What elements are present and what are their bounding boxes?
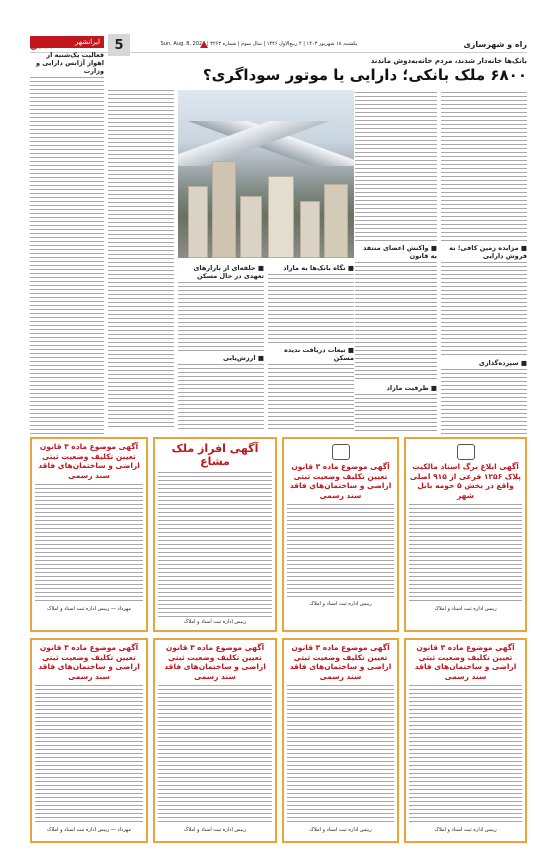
sidebar-tag: ایرانشهر — [30, 36, 104, 48]
ad-body — [35, 685, 143, 825]
ad-body — [409, 504, 522, 604]
body-text — [355, 92, 437, 242]
ad-body — [35, 484, 143, 604]
subhead: ■ حلقه‌ای از بازارهای تعهدی در حال مسکن — [193, 264, 264, 280]
subhead: ■ واکنش اعضای منتقد به قانون — [362, 244, 437, 260]
sidebar-column — [30, 36, 104, 431]
body-text — [268, 364, 354, 429]
ad-body — [287, 685, 394, 825]
body-text — [355, 262, 437, 382]
ad-title: آگهی موضوع ماده ۳ قانون تعیین تکلیف وضعیت ثبتی اراضی و ساختمان‌های فاقد سند رسمی — [414, 643, 517, 681]
body-text — [268, 274, 354, 344]
ad-body — [287, 504, 394, 599]
body-text — [441, 92, 527, 242]
photo-building — [268, 176, 294, 258]
subhead: ■ سپرده‌گذاری — [478, 359, 527, 367]
body-text — [441, 262, 527, 357]
article-kicker: بانک‌ها خانه‌دار شدند، مردم خانه‌به‌دوش ماندند — [370, 57, 527, 65]
photo-building — [240, 196, 262, 258]
ad-footer: رییس اداره ثبت اسناد و املاک — [309, 601, 372, 607]
body-text — [178, 282, 264, 352]
body-text — [178, 364, 264, 429]
legal-ad — [153, 638, 277, 843]
article-column-2 — [355, 92, 437, 434]
section-title: راه و شهرسازی — [463, 39, 527, 49]
ad-title: آگهی افراز ملک مشاع — [171, 442, 259, 468]
ad-title: آگهی موضوع ماده ۳ قانون تعیین تکلیف وضعیت ثبتی اراضی و ساختمان‌های فاقد سند رسمی — [38, 643, 140, 681]
subhead: ■ ظرفیت مازاد — [386, 384, 437, 392]
subhead: ■ نگاه بانک‌ها به مازاد — [283, 264, 354, 272]
article-column — [178, 262, 264, 429]
ad-footer: مهرداد — رییس اداره ثبت اسناد و املاک — [46, 606, 132, 612]
page-number: 5 — [108, 34, 130, 56]
photo-building — [188, 186, 208, 258]
photo-building — [324, 184, 348, 258]
ad-title: آگهی موضوع ماده ۳ قانون تعیین تکلیف وضعیت ثبتی اراضی و ساختمان‌های فاقد سند رسمی — [38, 442, 140, 480]
photo-mountains — [178, 121, 354, 166]
ad-body — [409, 685, 522, 825]
sidebar-body — [30, 77, 104, 437]
ad-footer: رییس اداره ثبت اسناد و املاک — [309, 827, 372, 833]
article-lower-block — [178, 262, 354, 429]
article-column-1 — [441, 92, 527, 439]
legal-ad — [30, 437, 148, 632]
subhead: ■ مزایده زمین کافی؛ نه فروش دارایی — [449, 244, 527, 260]
photo-building — [212, 161, 236, 258]
ad-title: آگهی ابلاغ برگ اسناد مالکیت پلاک ۱۲۵۶ فرعی از ۹۱۵ اصلی واقع در بخش ۵ حومه بابل شهر — [410, 462, 521, 500]
date-line: یکشنبه ۱۸ شهریور ۱۴۰۳ | ۴ ربیع‌الاول ۱۴۴۶ | سال سوم | شماره ۳۲۶۳ | Sun. Aug. 8, 2024 — [160, 41, 358, 47]
article-column-left — [108, 90, 174, 430]
article-column — [268, 262, 354, 429]
article-headline: ۶۸۰۰ ملک بانکی؛ دارایی یا موتور سوداگری؟ — [202, 66, 527, 84]
body-text — [355, 394, 437, 434]
body-text — [108, 90, 174, 430]
ad-body — [158, 685, 272, 825]
legal-ad — [282, 638, 399, 843]
page-header — [30, 36, 527, 53]
emblem-icon — [332, 444, 350, 460]
emblem-icon — [457, 444, 475, 460]
article-photo — [178, 90, 354, 258]
subhead: ■ تبعات دریافت ندیده مسکن — [284, 346, 354, 362]
legal-ad — [30, 638, 148, 843]
legal-ad — [282, 437, 399, 632]
photo-building — [300, 201, 320, 258]
ad-footer: رییس اداره ثبت اسناد و املاک — [183, 619, 247, 625]
ad-footer: رییس اداره ثبت اسناد و املاک — [434, 827, 497, 833]
legal-ad — [404, 638, 527, 843]
sidebar-headline: فعالیت یک‌شنبه از اهواز آژانس دارایی و وزارت — [36, 51, 104, 75]
ad-footer: رییس اداره ثبت اسناد و املاک — [183, 827, 247, 833]
body-text — [441, 369, 527, 439]
triangle-icon — [200, 41, 208, 48]
ad-title: آگهی موضوع ماده ۳ قانون تعیین تکلیف وضعیت ثبتی اراضی و ساختمان‌های فاقد سند رسمی — [289, 462, 392, 500]
ad-title: آگهی موضوع ماده ۳ قانون تعیین تکلیف وضعیت ثبتی اراضی و ساختمان‌های فاقد سند رسمی — [164, 643, 266, 681]
ad-footer: مهرداد — رییس اداره ثبت اسناد و املاک — [46, 827, 132, 833]
ad-footer: رییس اداره ثبت اسناد و املاک — [434, 606, 497, 612]
subhead: ■ ارزش‌یابی — [223, 354, 264, 362]
legal-ad — [404, 437, 527, 632]
ad-title: آگهی موضوع ماده ۳ قانون تعیین تکلیف وضعیت ثبتی اراضی و ساختمان‌های فاقد سند رسمی — [289, 643, 392, 681]
legal-ad — [153, 437, 277, 632]
ad-body — [158, 472, 272, 617]
